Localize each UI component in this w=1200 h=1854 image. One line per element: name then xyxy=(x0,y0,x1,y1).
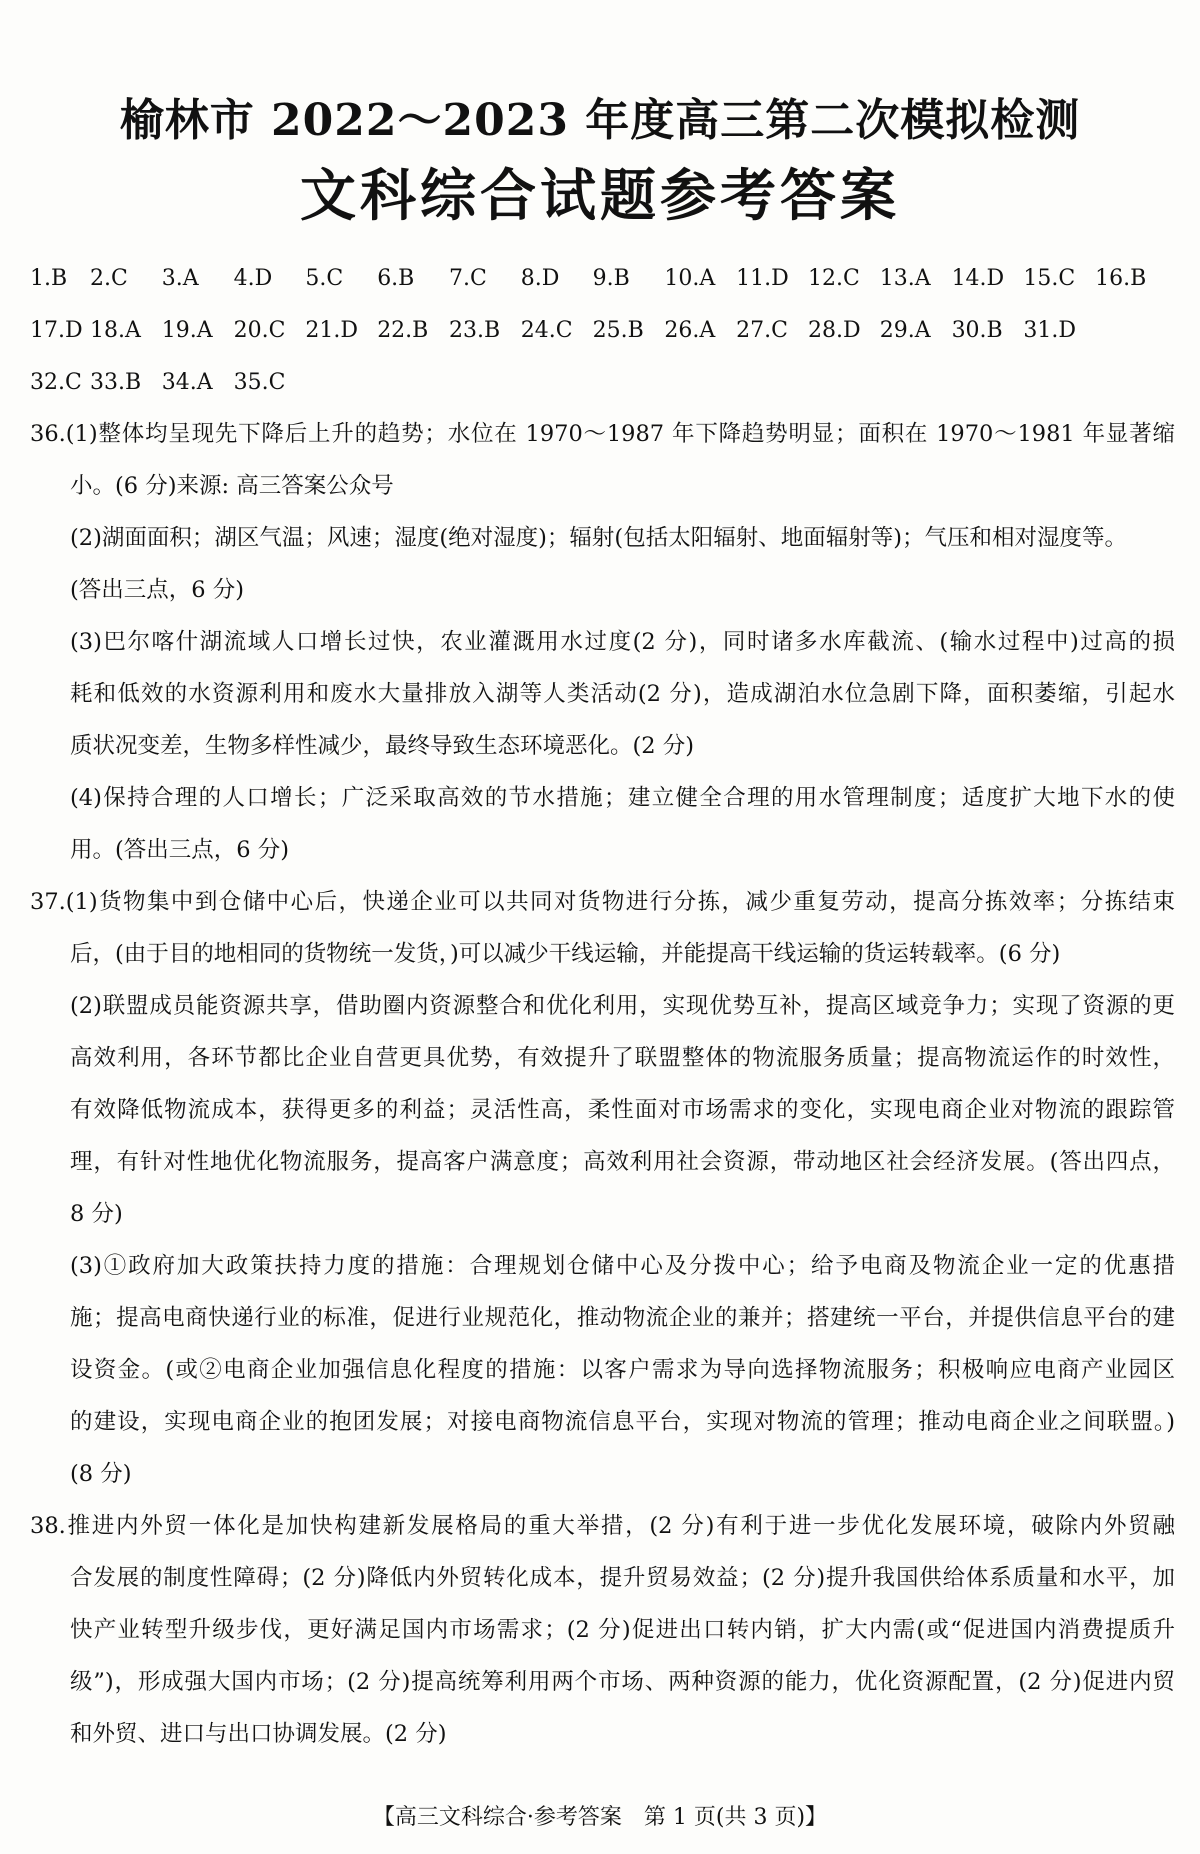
answer-item: 15.C xyxy=(1023,265,1076,291)
q37-line: 有效降低物流成本，获得更多的利益；灵活性高，柔性面对市场需求的变化，实现电商企业对物流的跟踪管 xyxy=(70,1097,1175,1123)
answer-item: 26.A xyxy=(664,317,716,343)
answer-row-1 xyxy=(30,252,1180,304)
q37-line: 施；提高电商快递行业的标准，促进行业规范化，推动物流企业的兼并；搭建统一平台，并提供信息平台的建 xyxy=(70,1305,1175,1331)
answer-item: 20.C xyxy=(233,317,286,343)
answer-item: 21.D xyxy=(305,317,359,343)
answer-item: 30.B xyxy=(951,317,1003,343)
q37-line: 的建设，实现电商企业的抱团发展；对接电商物流信息平台，实现对物流的管理；推动电商企业之间联盟。) xyxy=(70,1409,1175,1435)
answer-item: 8.D xyxy=(520,265,560,291)
q37-line: 8 分) xyxy=(70,1201,123,1227)
answer-item: 3.A xyxy=(161,265,199,291)
answer-item: 5.C xyxy=(305,265,344,291)
answer-item: 6.B xyxy=(377,265,415,291)
answer-item: 22.B xyxy=(377,317,429,343)
answer-item: 13.A xyxy=(879,265,931,291)
q37-line: 理，有针对性地优化物流服务，提高客户满意度；高效利用社会资源，带动地区社会经济发展。(答出四点， xyxy=(70,1149,1175,1175)
answer-item: 1.B xyxy=(30,265,68,291)
answer-item: 25.B xyxy=(592,317,644,343)
answer-item: 12.C xyxy=(807,265,860,291)
q37-line: 后，(由于目的地相同的货物统一发货，)可以减少干线运输，并能提高干线运输的货运转载率。(6 分) xyxy=(70,941,1061,967)
answer-item: 35.C xyxy=(233,369,286,395)
q37-line: 37.(1)货物集中到仓储中心后，快递企业可以共同对货物进行分拣，减少重复劳动，提高分拣效率；分拣结束 xyxy=(30,889,1175,915)
q36-line: (3)巴尔喀什湖流域人口增长过快，农业灌溉用水过度(2 分)，同时诸多水库截流、(输水过程中)过高的损 xyxy=(70,629,1175,655)
q38-line: 级”)，形成强大国内市场；(2 分)提高统筹利用两个市场、两种资源的能力，优化资源配置，(2 分)促进内贸 xyxy=(70,1669,1175,1695)
answer-item: 24.C xyxy=(520,317,573,343)
q36-line: 用。(答出三点，6 分) xyxy=(70,837,290,863)
q36-line: (答出三点，6 分) xyxy=(70,577,245,603)
answer-item: 2.C xyxy=(90,265,128,291)
answer-item: 11.D xyxy=(736,265,789,291)
answer-item: 10.A xyxy=(664,265,716,291)
answer-item: 28.D xyxy=(807,317,861,343)
answer-item: 16.B xyxy=(1095,265,1147,291)
q36-line: 质状况变差，生物多样性减少，最终导致生态环境恶化。(2 分) xyxy=(70,733,695,759)
multiple-choice-answers xyxy=(30,252,1180,408)
page-footer: 【高三文科综合·参考答案 第 1 页(共 3 页)】 xyxy=(372,1805,828,1830)
answer-item: 32.C xyxy=(30,369,82,395)
answer-item: 18.A xyxy=(90,317,141,343)
answer-row-3 xyxy=(30,356,1180,408)
answer-row-2 xyxy=(30,304,1180,356)
answer-item: 19.A xyxy=(161,317,213,343)
answer-item: 31.D xyxy=(1023,317,1076,343)
q37-line: (8 分) xyxy=(70,1461,132,1487)
question-37 xyxy=(30,876,1175,1500)
q37-line: 设资金。(或②电商企业加强信息化程度的措施：以客户需求为导向选择物流服务；积极响应电商产业园区 xyxy=(70,1357,1175,1383)
answer-item: 9.B xyxy=(592,265,630,291)
q36-line: (4)保持合理的人口增长；广泛采取高效的节水措施；建立健全合理的用水管理制度；适度扩大地下水的使 xyxy=(70,785,1175,811)
answer-item: 17.D xyxy=(30,317,83,343)
q36-line: (2)湖面面积；湖区气温；风速；湿度(绝对湿度)；辐射(包括太阳辐射、地面辐射等)；气压和相对湿度等。 xyxy=(70,525,1127,551)
answer-item: 7.C xyxy=(448,265,487,291)
answer-item: 33.B xyxy=(90,369,142,395)
q38-line: 和外贸、进口与出口协调发展。(2 分) xyxy=(70,1721,447,1747)
q37-line: (2)联盟成员能资源共享，借助圈内资源整合和优化利用，实现优势互补，提高区域竞争力；实现了资源的更 xyxy=(70,993,1175,1019)
answer-item: 34.A xyxy=(161,369,213,395)
q38-line: 38.推进内外贸一体化是加快构建新发展格局的重大举措，(2 分)有利于进一步优化发展环境，破除内外贸融 xyxy=(30,1513,1175,1539)
answer-item: 23.B xyxy=(448,317,501,343)
q38-line: 合发展的制度性障碍；(2 分)降低内外贸转化成本，提升贸易效益；(2 分)提升我国供给体系质量和水平，加 xyxy=(70,1565,1175,1591)
q37-line: (3)①政府加大政策扶持力度的措施：合理规划仓储中心及分拨中心；给予电商及物流企业一定的优惠措 xyxy=(70,1253,1175,1279)
q38-line: 快产业转型升级步伐，更好满足国内市场需求；(2 分)促进出口转内销，扩大内需(或“促进国内消费提质升 xyxy=(70,1617,1175,1643)
answer-item: 27.C xyxy=(736,317,788,343)
title-line-2: 文科综合试题参考答案 xyxy=(300,163,900,229)
question-38 xyxy=(30,1500,1175,1760)
q37-line: 高效利用，各环节都比企业自营更具优势，有效提升了联盟整体的物流服务质量；提高物流运作的时效性， xyxy=(70,1045,1175,1071)
q36-line: 36.(1)整体均呈现先下降后上升的趋势；水位在 1970～1987 年下降趋势明显；面积在 1970～1981 年显著缩 xyxy=(30,421,1175,447)
q36-line: 耗和低效的水资源利用和废水大量排放入湖等人类活动(2 分)，造成湖泊水位急剧下降，面积萎缩，引起水 xyxy=(70,681,1175,707)
answer-item: 4.D xyxy=(233,265,273,291)
title-line-1: 榆林市 2022～2023 年度高三第二次模拟检测 xyxy=(119,95,1081,146)
answer-item: 29.A xyxy=(879,317,931,343)
q36-line: 小。(6 分)来源: 高三答案公众号 xyxy=(70,473,394,499)
question-36 xyxy=(30,408,1175,876)
answer-item: 14.D xyxy=(951,265,1005,291)
